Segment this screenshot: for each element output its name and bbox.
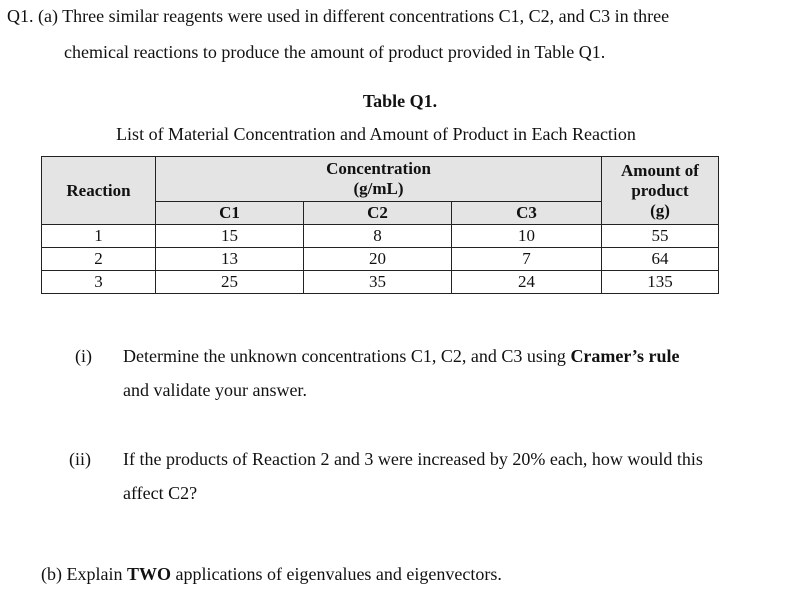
cell-c2: 35 [304, 271, 452, 294]
table-row [42, 225, 719, 248]
header-amount [602, 157, 719, 225]
part-b-text-a: (b) Explain [41, 564, 127, 584]
table-title: Table Q1. [362, 91, 438, 111]
table-row [42, 248, 719, 271]
header-reaction: Reaction [42, 157, 156, 225]
header-concentration [156, 157, 602, 202]
part-b-text-b: applications of eigenvalues and eigenvectors. [171, 564, 502, 584]
header-c2: C2 [304, 202, 452, 225]
cell-reaction: 3 [42, 271, 156, 294]
question-line-1: Q1. (a) Three similar reagents were used in different concentrations C1, C2, and C3 in three [7, 6, 670, 26]
data-table [41, 156, 719, 294]
part-b-line [41, 564, 502, 585]
cell-c3: 10 [452, 225, 602, 248]
part-ii-label: (ii) [69, 449, 91, 469]
table-row [42, 271, 719, 294]
cell-c1: 15 [156, 225, 304, 248]
header-concentration-line1: Concentration [326, 159, 431, 178]
table-caption: List of Material Concentration and Amount of Product in Each Reaction [116, 124, 636, 144]
header-c3: C3 [452, 202, 602, 225]
header-amount-line1: Amount of [621, 160, 699, 180]
cell-amount: 135 [602, 271, 719, 294]
cell-c2: 8 [304, 225, 452, 248]
cell-c3: 24 [452, 271, 602, 294]
cell-c1: 13 [156, 248, 304, 271]
table-header-row [42, 157, 719, 202]
part-ii-line2: affect C2? [123, 483, 198, 503]
part-i-bold-text: Cramer’s rule [570, 346, 680, 366]
cell-c3: 7 [452, 248, 602, 271]
part-i-line2: and validate your answer. [123, 380, 307, 400]
part-i-text: Determine the unknown concentrations C1, C2, and C3 using [123, 346, 571, 366]
cell-amount: 55 [602, 225, 719, 248]
cell-reaction: 2 [42, 248, 156, 271]
part-ii-line1: If the products of Reaction 2 and 3 were increased by 20% each, how would this [123, 449, 703, 469]
header-amount-line3: (g) [650, 200, 670, 220]
header-concentration-line2: (g/mL) [353, 179, 404, 198]
header-c1: C1 [156, 202, 304, 225]
cell-c2: 20 [304, 248, 452, 271]
header-amount-line2: product [631, 180, 689, 200]
part-b-bold-text: TWO [126, 564, 171, 584]
part-i-line1 [123, 346, 680, 367]
question-line-2: chemical reactions to produce the amount of product provided in Table Q1. [64, 42, 606, 62]
cell-reaction: 1 [42, 225, 156, 248]
part-i-label: (i) [75, 346, 92, 366]
cell-amount: 64 [602, 248, 719, 271]
cell-c1: 25 [156, 271, 304, 294]
